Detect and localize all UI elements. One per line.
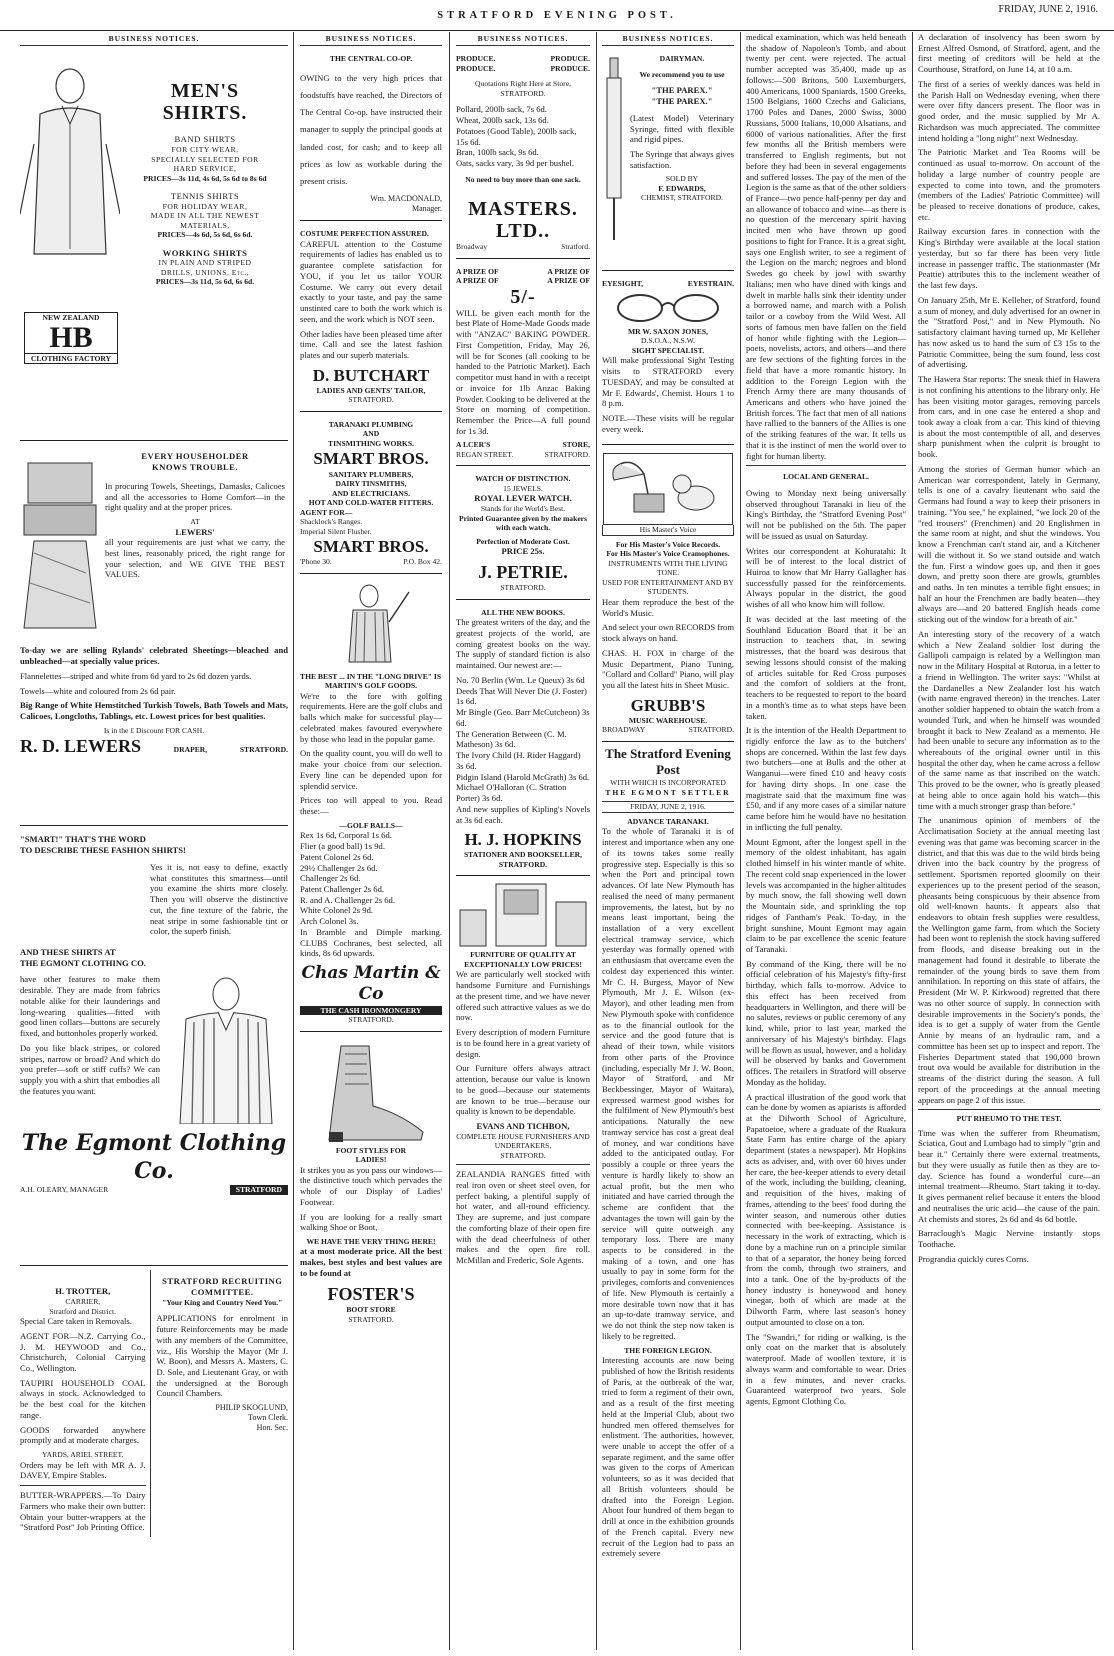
heading: WE HAVE THE VERY THING HERE! bbox=[306, 1236, 436, 1246]
heading: ROYAL LEVER WATCH. bbox=[474, 493, 572, 504]
tennis-shirts: TENNIS SHIRTS bbox=[170, 191, 240, 202]
section-header: BUSINESS NOTICES. bbox=[300, 34, 442, 46]
paragraph: It is the intention of the Health Department to rigidly enforce the law as to the butchers' shops are concerned. Within the last few days two butchers—one at Bulls and the other at Wanganui—were fined £10 and heavy costs for having dirty shops. In one case the magistrate said that the maximum fine was £50, and if any more cases of a similar nature came before him he would have no hesitation in inflicting the full penalty. bbox=[746, 725, 906, 832]
paragraph: The first of a series of weekly dances was held in the Parish Hall on Wednesday evening, when there were over fifty dancers present. The floor was in good order, and the music supplied by Mr A. Richardson was much appreciated. The committee intend holding a "long night" next Wednesday. bbox=[918, 78, 1100, 143]
text: FOR CITY WEAR, bbox=[171, 145, 239, 155]
heading: COSTUME PERFECTION ASSURED. bbox=[300, 229, 429, 239]
text: STRATFORD. bbox=[239, 745, 288, 755]
paragraph: WILL be given each month for the best Plate of Home-Made Goods made with "ANZAC" BAKING POWDER. First Competition, Friday, May 26, will be for Scones (all cooking to be handed to the Patriotic Market). Each competitor must hand in with a receipt or invoice for 1lb Anzac Baking Powder. Cooking to be delivered at the Store on morning of competition. Remember the Price—A full pound for 1s 3d. bbox=[456, 307, 590, 436]
list-item: 29½ Challenger 2s 6d. bbox=[300, 862, 378, 873]
saxon-jones-ad bbox=[602, 275, 734, 445]
text: USED FOR ENTERTAINMENT AND BY STUDENTS. bbox=[602, 577, 734, 597]
lewers-name: R. D. LEWERS bbox=[20, 736, 142, 757]
paragraph: Owing to Monday next being universally observed throughout Taranaki in lieu of the King's Birthday, the "Stratford Evening Post" will not be published on the 5th. The paper will be issued as usual on Saturday. bbox=[746, 487, 906, 541]
smart-bros-ad bbox=[300, 416, 442, 574]
text: STRATFORD. bbox=[348, 1015, 394, 1025]
working-prices: PRICES—3s 11d, 5s 6d, 6s 6d. bbox=[155, 277, 255, 287]
column-1 bbox=[16, 32, 292, 1650]
fosters-ad bbox=[300, 1036, 442, 1325]
bottom-ads bbox=[20, 1270, 288, 1537]
heading: EVERY HOUSEHOLDER bbox=[141, 451, 249, 462]
text: No need to buy more than one sack. bbox=[465, 174, 581, 184]
fosters-name: FOSTER'S bbox=[327, 1283, 415, 1304]
text: SIGHT SPECIALIST. bbox=[631, 345, 705, 355]
column-5 bbox=[742, 32, 910, 1650]
product-name: "THE PAREX." bbox=[651, 85, 713, 96]
text: AT bbox=[190, 517, 200, 527]
paragraph: Railway excursion fares in connection with the King's Birthday were available at the local station yesterday, but so far there has been very little increase in passenger traffic. The stationmaster (Mr Peattie) attributes this to the inclement weather of the last few days. bbox=[918, 226, 1100, 291]
text: STORE, bbox=[562, 440, 590, 450]
heading: TO DESCRIBE THESE FASHION SHIRTS! bbox=[20, 845, 186, 856]
text: Is in the £ Discount FOR CASH. bbox=[103, 725, 205, 735]
text: MATERIALS, bbox=[180, 220, 230, 230]
paragraph: all your requirements are just what we carry, the best lines, reasonably priced, the right range for your selection, and WE GIVE THE BEST VALUES. bbox=[105, 537, 285, 580]
text: SOLD BY bbox=[665, 174, 699, 184]
text: DRILLS, UNIONS, Etc., bbox=[160, 267, 250, 277]
text: REGAN STREET. bbox=[456, 449, 514, 459]
heading: FOOT STYLES FOR bbox=[335, 1145, 407, 1155]
paragraph: Mount Egmont, after the longest spell in the memory of the oldest inhabitant, has again clothed himself in his winter mantle of white. The recent cold snap experienced in the lower levels was accompanied in the higher altitudes by much snow, the fall showing well down the Mountain side, and sprinkling the top ridges of Fantham's Peak. To-day, in the bright sunshine, Mount Egmont may again claim to be par excellence the scenic feature of Taranaki. bbox=[746, 836, 906, 954]
paragraph: The unanimous opinion of members of the Acclimatisation Society at the annual meeting last evening was that game was becoming scarcer in the district, and that this was due to the wild birds being driven into the back country by the progress of settlement. Sportsmen reported gloomily on their experiences up to the present period of the season, pheasants being conspicuous by their absence from old well-known haunts. It appears also that endeavors to obtain fresh supplies were resultless, the Wellington game farm, from which the Society had been wont to replenish the stock having suffered from floods, and disease breaking out in the management had found it desirable to liberate the remainder of the young birds to save them from annihilation. In reporting on this state of affairs, the President (Mr W. P. Kirkwood) regretted that there was no other source of supply. In connection with desirable improvements in the Society's ponds, the idea is to get a supply of water from the Gentle Annie by means of an hydraulic ram, and a committee has been set up to inspect and report. The Fisheries Department stated that 190,000 brown trout ova would be available for distribution in the streams of the district during the season. A full report of the proceedings at the annual meeting appears on page 2 of this issue. bbox=[918, 815, 1100, 1105]
text: FOR HOLIDAY WEAR, bbox=[162, 201, 248, 211]
text: D.S.O.A., N.S.W. bbox=[641, 336, 695, 346]
list-item: Pidgin Island (Harold McGrath) 3s 6d. bbox=[456, 771, 590, 782]
parex-ad bbox=[602, 50, 734, 271]
man-in-shirt-illustration bbox=[20, 64, 120, 264]
paragraph: TAUPIRI HOUSEHOLD COAL always in stock. Acknowledged to be the best coal for the kitchen range. bbox=[20, 1377, 146, 1420]
text: CARRIER, bbox=[65, 1297, 101, 1307]
text: STATIONER AND BOOKSELLER, bbox=[463, 850, 583, 860]
text: A PRIZE OF bbox=[547, 276, 590, 286]
text: BOOT STORE bbox=[346, 1305, 396, 1315]
column-2 bbox=[296, 32, 446, 1650]
egmont-clothing-ad bbox=[20, 830, 288, 1266]
heading: For His Master's Voice Cramophones. bbox=[606, 549, 730, 559]
heading: For His Master's Voice Records. bbox=[615, 539, 721, 549]
column-4 bbox=[598, 32, 738, 1650]
list-item: Arch Colonel 3s. bbox=[300, 916, 359, 927]
text: Stratford. bbox=[561, 242, 590, 252]
list-item: Potatoes (Good Table), 200lb sack, 15s 6d. bbox=[456, 125, 577, 147]
paragraph: Hear them reproduce the best of the World's Music. bbox=[602, 596, 734, 618]
section-header: BUSINESS NOTICES. bbox=[456, 34, 590, 46]
tennis-prices: PRICES—4s 6d, 5s 6d, 6s 6d. bbox=[157, 230, 253, 240]
heading: THE BEST ... IN THE "LONG DRIVE" IS bbox=[300, 671, 442, 681]
price: PRICE 25s. bbox=[501, 546, 545, 557]
text: MADE IN ALL THE NEWEST bbox=[150, 211, 260, 221]
paragraph: Barraclough's Magic Nervine instantly stops Toothache. bbox=[918, 1228, 1100, 1250]
text: A LCER'S bbox=[456, 440, 491, 450]
his-masters-voice-ad bbox=[602, 449, 734, 741]
petrie-name: J. PETRIE. bbox=[478, 561, 568, 582]
text: Perfection of Moderate Cost. bbox=[476, 536, 570, 546]
paragraph: On January 25th, Mr E. Kelleher, of Stratford, found a sum of money, and duly advertised for an owner in the "Stratford Post," and in New Plymouth. No satisfactory claimant having turned up, Mr Kelleher has now asked us to hand the sum of £3 15s to the Patriotic Committee, being the sum found, less cost of advertising. bbox=[918, 294, 1100, 370]
text: YARDS, ARIEL STREET, bbox=[42, 1450, 124, 1460]
trotter-ad bbox=[20, 1270, 151, 1537]
text: HB bbox=[49, 320, 93, 354]
gramophone-dog-logo bbox=[603, 453, 733, 525]
newspaper-title: STRATFORD EVENING POST. bbox=[437, 10, 677, 21]
text: SANITARY PLUMBERS, bbox=[328, 469, 414, 479]
text: Imperial Silent Flusher. bbox=[300, 526, 372, 536]
paragraph: We're to the fore with golfing requirements. Here are the golf clubs and balls which make for successful play—celebrated makes favoured everywhere by those who lead in the popular game. bbox=[300, 690, 442, 744]
text: COMPLETE HOUSE FURNISHERS AND UNDERTAKERS, bbox=[456, 1131, 590, 1151]
column-6 bbox=[914, 32, 1104, 1650]
text: STRATFORD. bbox=[500, 1150, 546, 1160]
band-prices: PRICES—3s 11d, 4s 6d, 5s 6d to 8s 6d bbox=[143, 173, 267, 183]
prize-amount: 5/- bbox=[510, 285, 536, 308]
text: Stratford and District. bbox=[49, 1306, 116, 1316]
text: CHEMIST, STRATFORD. bbox=[641, 193, 723, 203]
signature: Wm. MACDONALD, bbox=[370, 194, 442, 204]
list-item: No. 70 Berlin (Wm. Le Queux) 3s 6d bbox=[456, 674, 585, 685]
paragraph: AGENT FOR—N.Z. Carrying Co., J. M. HEYWOOD and Co., Christchurch, Colonial Carrying Co., Wellington. bbox=[20, 1330, 146, 1374]
text: DRAPER, bbox=[173, 745, 208, 755]
list-item: Pollard, 200lb sack, 7s 6d. bbox=[456, 104, 547, 115]
working-shirts: WORKING SHIRTS bbox=[162, 247, 248, 258]
text: BROADWAY bbox=[602, 725, 646, 735]
striped-shirt-illustration bbox=[166, 974, 286, 1124]
heading: DAIRYMAN. bbox=[659, 54, 705, 64]
text: INSTRUMENTS WITH THE LIVING TONE. bbox=[608, 558, 728, 578]
paragraph: The Hawera Star reports: The sneak thief in Hawera is not confining his attentions to the library only. He has been visiting motor garages, removing parcels from cars, and in one case he entered a shop and took away a cloak from a car. This kind of thieving is about the most contemptible of all, and deserves sharp punishment when the culprit is brought to book. bbox=[918, 374, 1100, 460]
butchart-name: D. BUTCHART bbox=[312, 365, 430, 385]
text: AND ELECTRICIANS. bbox=[331, 488, 411, 498]
paragraph: On the quality count, you will do well to make your choice from our selection. Every line can be depended upon for splendid service. bbox=[300, 748, 442, 791]
grubb-name: GRUBB'S bbox=[630, 695, 706, 715]
text: IN PLAIN AND STRIPED bbox=[158, 258, 252, 268]
text: SPECIALLY SELECTED FOR bbox=[151, 154, 259, 164]
section-header: BUSINESS NOTICES. bbox=[602, 34, 734, 46]
list-item: Challenger 2s 6d. bbox=[300, 873, 361, 884]
lewers-ad bbox=[20, 445, 288, 826]
paragraph: Big Range of White Hemstitched Turkish Towels, Bath Towels and Mats, Calicoes, Longcloths, Tablings, etc. Lowest prices for best qualities. bbox=[20, 700, 288, 722]
paragraph: Towels—white and coloured from 2s 6d pair. bbox=[20, 685, 176, 696]
text: FRIDAY, JUNE 2, 1916. bbox=[602, 801, 734, 812]
paragraph: at a most moderate price. All the best makes, best styles and best values are to be found at bbox=[300, 1246, 442, 1278]
paragraph: A declaration of insolvency has been sworn by Ernest Alfred Osmond, of Stratford, agent, and the first meeting of creditors will be held at the Courthouse, Stratford, on June 14, at 10 a.m. bbox=[918, 32, 1100, 75]
paragraph: GOODS forwarded anywhere promptly and at moderate charges. bbox=[20, 1424, 146, 1446]
heading: FURNITURE OF QUALITY AT EXCEPTIONALLY LOW PRICES! bbox=[464, 950, 582, 969]
heading: AND THESE SHIRTS AT bbox=[20, 946, 116, 957]
martin-golf-ad bbox=[300, 578, 442, 1032]
paragraph: Our Furniture offers always attract attention, because our value is known to be good—because our statements are known to be true—because our quality is known to be dependable. bbox=[456, 1063, 590, 1117]
text: 'Phone 30. bbox=[300, 557, 332, 567]
paragraph: Interesting accounts are now being published of how the British residents of Paris, at the outbreak of the war, tried to form a regiment of their own, and as a result of the first meeting held at the Imperial Club, about two hundred men offered themselves for enlistment. The authorities, however, were unable to accept the offer of a separate regiment, and the same offer was given to the corps of American volunteers, so as it was decided that all British volunteers should be drafted into the Foreign Legion. About four hundred of them began to drill at once in the exhibition grounds of the French capital. Every new recruit of the Legion had to pass an extremely severe bbox=[602, 1355, 734, 1559]
paragraph: And new supplies of Kipling's Novels at 3s 6d each. bbox=[456, 803, 590, 825]
editorial-masthead: The Stratford Evening Post bbox=[605, 745, 731, 778]
furniture-illustration bbox=[456, 880, 590, 950]
text: Town Clerk. bbox=[248, 1413, 288, 1423]
heading: THE FOREIGN LEGION. bbox=[624, 1345, 712, 1355]
text: WITH WHICH IS INCORPORATED bbox=[610, 778, 726, 788]
shirts-title: SHIRTS. bbox=[162, 102, 248, 125]
paragraph: Special Care taken in Removals. bbox=[20, 1316, 132, 1327]
paragraph: By command of the King, there will be no official celebration of his Majesty's fifty-first birthday, which falls to-morrow. Advice to this effect has been received from headquarters in Wellington, and there will be no salutes, reviews or public ceremony of any kind, while, prior to last year, marked the anniversary of his Majesty's birthday. Flags will be flown as usual, however, and a holiday will be observed by banks and Government offices. The retailers in Stratford will observe Monday as the holiday. bbox=[746, 958, 906, 1087]
text: STRATFORD bbox=[230, 1185, 288, 1194]
paragraph: In Bramble and Dimple marking. CLUBS Cochranes, best selected, all kinds, 8s 6d upwards. bbox=[300, 926, 442, 959]
text: MUSIC WAREHOUSE. bbox=[628, 715, 708, 725]
evans-tichbon-ad bbox=[456, 880, 590, 1265]
list-item: Patent Challenger 2s 6d. bbox=[300, 883, 385, 894]
list-item: The Ivory Child (H. Rider Haggard) 3s 6d. bbox=[456, 750, 581, 771]
heading: MARTIN'S GOLF GOODS. bbox=[324, 681, 418, 691]
heading: ALL THE NEW BOOKS. bbox=[481, 607, 565, 617]
text: EYESIGHT, bbox=[602, 279, 644, 289]
golfer-illustration bbox=[331, 582, 411, 672]
text: AND bbox=[362, 429, 380, 439]
text: HARD SERVICE, bbox=[173, 164, 237, 174]
paragraph: And select your own RECORDS from stock always on hand. bbox=[602, 622, 734, 644]
paragraph: A practical illustration of the good work that can be done by women as apiarists is afforded at the Dilworth School of Agriculture, Papatoetoe, where a graduate of the Ruakura State Farm has entire charge of the apiary department (states a newspaper). Mr Hopkins acts as adviser, and, with over 60 hives under her care, the bee-keeper attends to every detail of the work, including the building, cleaning, and requisition of the hives, making of frames, attending to the bees' food during the winter season, and numerous other duties connected with bee-keeping. Assistance is necessary in the work of extracting, which is done by a machine run on a principle similar to that of a separator, the honey being forced from the comb, through two strainers, and into a tank. One of the by-products of the honey industry is honeywood and honey vinegar, both of which are made at the Dilworth Farm, where last season's honey output amounted to close on a ton. bbox=[746, 1091, 906, 1327]
text: AGENT FOR— bbox=[300, 507, 353, 517]
smart-bros-name: SMART BROS. bbox=[313, 537, 429, 557]
paragraph: CAREFUL attention to the Costume requirements of ladies has enabled us to guarantee complete satisfaction for YOU, if you let us tailor YOUR Costume. We carry out every detail exactly to your taste, and pay the same unstinted care to both the work which is seen, and the work which is NOT seen. bbox=[300, 238, 442, 324]
text: MR W. SAXON JONES, bbox=[628, 326, 708, 336]
paragraph: Will make professional Sight Testing visits to STRATFORD every TUESDAY, and may be consulted at Mr F. Edwards', Chemist. Hours 1 to 8 p.m. bbox=[602, 355, 734, 409]
paragraph: The greatest writers of the day, and the greatest projects of the world, are coming greatest books on the way. The supply of standard fiction is also maintained. Our newest are:— bbox=[456, 617, 590, 671]
heading: THE EGMONT CLOTHING CO. bbox=[20, 957, 146, 968]
text: TINSMITHING WORKS. bbox=[328, 438, 414, 448]
paragraph: Orders may be left with MR A. J. DAVEY, Empire Stables. bbox=[20, 1459, 146, 1481]
list-item: The Generation Between (C. M. Matheson) 3s 6d. bbox=[456, 728, 567, 750]
paragraph: Other ladies have been pleased time after time. Call and see the latest fashion plates and our superb materials. bbox=[300, 328, 442, 360]
petrie-watch-ad bbox=[456, 470, 590, 599]
paragraph: NOTE.—These visits will be regular every week. bbox=[602, 412, 734, 434]
text: Stands for the World's Best. bbox=[480, 504, 566, 514]
list-item: Bran, 100lb sack, 9s 6d. bbox=[456, 147, 539, 158]
paragraph: CHAS. H. FOX in charge of the Music Department, Piano Tuning, "Collard and Collard" Piano, will play you all the latest hits in Sheet Music. bbox=[602, 647, 734, 690]
signature: PHILIP SKOGLUND, bbox=[215, 1403, 288, 1413]
text: 15 JEWELS. bbox=[503, 483, 543, 493]
heading: KNOWS TROUBLE. bbox=[151, 462, 239, 473]
paragraph: medical examination, which was held beneath the shadow of Napoleon's Tomb, and about twenty per cent. were rejected. The actual number accepted was 35,400, made up as follows:—500 Britons, 500 Luxemburgers, 400 Americans, 1000 Spaniards, 1500 Greeks, 1500 Belgians, 1600 Czechs and Galicians, 1700 Poles and Danes, 2000 Swiss, 3000 Russians, 5000 Italians, 10,000 Alsatians, and 6000 of various nationalities. After the first few months all the British members were transferred to English regiments, but not before they had been in several engagements and suffered losses. The pay of the men of the Legion is the same as that of the other soldiers of France—two pence half-penny per day and an allowance of tobacco and wine—as there is no question of the mercenary spirit having incited men who have thrown up good positions to fight for France. It is a great sight, says one English writer, to see a regiment of the Legion on the march; negroes and blond Swedes go cheek by jowl with swarthy Italians; men who have dined with kings and dwelt in marble halls sink their identity under a borrowed name, and march with a Polish tailor or a cowboy from the Wild West. All sorts of famous men have fallen on the field of honor while fighting with the Legion—poets, novelists, actors, and others—and there are few sections of the fighting forces in the field that have a more romantic history. In addition to the Foreign Legion with the French Army there are many thousands of Americans and others who have joined the British forces. The fact that men of all nations have rallied to the banners of the Allies is one of the striking features of the war. It tells us that it is the instinct of men the world over to fight for human liberty. bbox=[746, 32, 906, 461]
text: Broadway bbox=[456, 242, 488, 252]
section-header: BUSINESS NOTICES. bbox=[20, 34, 288, 46]
issue-date: FRIDAY, JUNE 2, 1916. bbox=[998, 4, 1098, 15]
masters-name: MASTERS. bbox=[468, 198, 578, 221]
list-item: Mr Bingle (Geo. Barr McCutcheon) 3s 6d. bbox=[456, 707, 590, 728]
paragraph: An interesting story of the recovery of a watch which a New Zealand soldier lost during the Gallipoli campaign is related by a Wellington man now in the Military Hospital at Rotorua, in a letter to a friend in Wellington. The writer says: "Whilst at the Dardanelles a New Zealander lost his watch (with name engraved thereon) in the trenches. Later another soldier happened to obtain the watch from a wounded Turk, and when he himself was wounded brought it back to New Zealand as a memento. He had been unable to secure any information as to the whereabouts of the original owner until in this hospital the other day, when he came across a fellow of the same name as that inscribed on the watch. This proved to be the owner, who is greatly pleased at being able to once again hold his watch—this time with a much stronger grasp than before." bbox=[918, 628, 1100, 811]
paragraph: The Syringe that always gives satisfaction. bbox=[630, 149, 734, 170]
heading: ADVANCE TARANAKI. bbox=[627, 816, 709, 826]
mens-title: MEN'S bbox=[170, 80, 240, 103]
paragraph: Do you like black stripes, or colored stripes, narrow or broad? And which do you prefer—soft or stiff cuffs? We can supply you with a shirt that embodies all the features you want. bbox=[20, 1042, 160, 1096]
band-shirts: BAND SHIRTS bbox=[174, 134, 236, 145]
text: STRATFORD. bbox=[348, 395, 394, 405]
towels-illustration bbox=[20, 453, 100, 633]
evans-tichbon-name: EVANS AND TICHBON, bbox=[476, 1120, 570, 1131]
paragraph: To the whole of Taranaki it is of interest and importance when any one of its towns takes some really progressive step. Especially is this so when the Port and principal town advances. Of late New Plymouth has realised the need of many permanent improvements, the latest, but by no means least important, being the installation of a very excellent electrical tramway service, which yesterday was formally opened with an enthusiasm that overcame even the coldest day experienced this winter. Mr C. H. Burgess, Mayor of New Plymouth, Mr J. E. Wilson (ex-Mayor), and other leading men from New Plymouth spoke with confidence as to the financial outlook for the service and the good future that is ahead of their town, while visitors from other parts of the Province (including, especially Mr J. W. Boon, Mayor of Stratford, and Mr Beckbessinger, Mayor of Waitara), expressed warmest good wishes for the fulfilment of New Plymouth's best anticipations. Naturally the new tramway service has cost a great deal of money, and war conditions have added to the anticipated outlay. For possibly a couple or three years the venture is hardly likely to show an actual profit, but the men who initiated and have carried through the scheme are confident that the advantages the town will gain by the service will quite outweigh any temporary loss. There are many aspects to be considered in the making of a town, and one has usually to pay in some form for the privileges, comforts and conveniences of life. New Plymouth is certainly a more desirable town now that it has an up-to-date tramway service, and we do not think the step now taken is likely to be regretted. bbox=[602, 826, 734, 1341]
heading: LADIES! bbox=[355, 1155, 387, 1165]
text: Hon. Sec. bbox=[256, 1423, 288, 1433]
heading: WATCH OF DISTINCTION. bbox=[475, 474, 571, 484]
text: F. EDWARDS, bbox=[658, 183, 706, 193]
paragraph: BUTTER-WRAPPERS.—To Dairy Farmers who make their own butter: Obtain your butter-wrappers at the "Stratford Post" Job Printing Office. bbox=[20, 1490, 146, 1533]
list-item: Wheat, 200lb sack, 13s 6d. bbox=[456, 115, 549, 126]
paragraph: Prograndia quickly cures Corns. bbox=[918, 1253, 1029, 1264]
paragraph: APPLICATIONS for enrolment in future Reinforcements may be made with any members of the Committee, viz., His Worship the Mayor (Mr J. W. Boon), and Messrs A. Masters, C. D. Sole, and Lieutenant Gray, or with the undersigned at the Borough Council Chambers. bbox=[156, 1313, 288, 1399]
logo-caption: His Master's Voice bbox=[602, 525, 734, 535]
paragraph: Flannelettes—striped and white from 6d yard to 2s 6d dozen yards. bbox=[20, 670, 252, 681]
list-item: Rex 1s 6d, Corporal 1s 6d. bbox=[300, 830, 392, 841]
heading: "SMART!" THAT'S THE WORD bbox=[20, 834, 146, 845]
spectacles-icon bbox=[608, 291, 728, 325]
paragraph: It was decided at the last meeting of the Southland Education Board that it be an instruction to teachers that, in sewing mistresses, that the board was desirous that sewing lessons should consist of the making of articles suitable for Red Cross purposes and the comfort of soldiers at the front, teachers to be requested to report to the board in a month's time as to what steps have been taken. bbox=[746, 613, 906, 721]
list-item: Michael O'Halloran (C. Stratton Porter) 3s 6d. bbox=[456, 782, 567, 804]
text: LEWERS' bbox=[175, 526, 215, 537]
text: Manager. bbox=[412, 204, 442, 214]
text: LADIES AND GENTS' TAILOR, bbox=[316, 385, 426, 395]
list-item: Oats, sacks vary, 3s 9d per bushel. bbox=[456, 157, 575, 168]
paragraph: OWING to the very high prices that foodstuffs have reached, the Directors of The Central Co-op. have instructed their manager to supply the principal goods at landed cost, for cash; and to keep all prices as low as workable during the present crisis. bbox=[300, 72, 442, 186]
heading: PUT RHEUMO TO THE TEST. bbox=[956, 1114, 1062, 1124]
text: P.O. Box 42. bbox=[403, 557, 442, 567]
paragraph: Among the stories of German humor which an American war correspondent, lately in Germany, tells is one of a cavalry lieutenant who said the Germans had found a way to keep their prisoners in training. "You see," he explained, "we lock 20 of the "red trousers" (Frenchmen) and 20 Englishmen in the same room at night, and shut the windows. You know a Frenchman can't stand air, and a Kitchener will die without it. So we stand outside and watch the fun. First a window goes up, and then it goes down, and pretty soon there are growls, grumbles and oaths. In ten minutes a terrible fight ensues; in half an hour the Frenchmen are badly beaten—they always are—and 20 battered English heads come sticking out of the window for a breath of air." bbox=[918, 463, 1100, 625]
text: PRODUCE. bbox=[456, 63, 496, 73]
list-item: Deeds That Will Never Die (J. Foster) 1s 6d. bbox=[456, 685, 587, 707]
text: —GOLF BALLS— bbox=[339, 820, 403, 830]
paragraph: Yes it is, not easy to define, exactly what constitutes this smartness—until you examine the shirts more closely. Then you will observe the distinctive cut, the fine texture of the fabric, the neat stripe in some fashionable tint or color, the superb finish. bbox=[150, 861, 288, 937]
text: DAIRY TINSMITHS, bbox=[335, 479, 407, 489]
ladies-shoe-illustration bbox=[311, 1036, 431, 1146]
column-3 bbox=[452, 32, 594, 1650]
text: Quotations Right Here at Store, STRATFORD. bbox=[475, 79, 571, 98]
smart-bros-name: SMART BROS. bbox=[313, 449, 429, 469]
text: STRATFORD. bbox=[500, 583, 546, 593]
paragraph: To-day we are selling Rylands' celebrated Sheetings—bleached and unbleached—at specially value prices. bbox=[20, 645, 288, 667]
masthead bbox=[0, 0, 1114, 31]
text: We recommend you to use bbox=[639, 69, 725, 79]
hopkins-name: H. J. HOPKINS bbox=[464, 830, 582, 850]
text: Printed Guarantee given by the makers with each watch. bbox=[458, 513, 588, 533]
list-item: Patent Colonel 2s 6d. bbox=[300, 851, 374, 862]
text: A PRIZE OF bbox=[547, 266, 590, 276]
martin-logo: Chas Martin & Co bbox=[301, 963, 441, 1005]
text: STRATFORD. bbox=[688, 725, 734, 735]
text: EYESTRAIN. bbox=[687, 279, 734, 289]
recruiting-ad bbox=[157, 1270, 288, 1537]
text: PRODUCE. bbox=[550, 54, 590, 64]
paragraph: Prices too will appeal to you. Read these:— bbox=[300, 795, 442, 817]
trotter-name: H. TROTTER, bbox=[55, 1286, 111, 1297]
text: STRATFORD. bbox=[498, 859, 548, 869]
paragraph: have other features to make them desirable. They are made from fabrics notable alike for their launderings and long-wearing qualities—fitted with good linen collars—buttons are securely fixed, and buttonholes properly worked. bbox=[20, 974, 160, 1039]
text: Shacklock's Ranges. bbox=[300, 517, 363, 527]
text: HOT AND COLD-WATER FITTERS. bbox=[308, 498, 434, 508]
hopkins-books-ad bbox=[456, 604, 590, 877]
paragraph: The "Swandri," for riding or walking, is the only coat on the market that is absolutely waterproof. Made of woollen texture, it is always warm and comfortable to wear. Dries in a few minutes, and never cracks. Guaranteed waterproof two years. Sole agents, Egmont Clothing Co. bbox=[746, 1331, 906, 1407]
paragraph: It strikes you as you pass our windows—the distinctive touch which pervades the whole of our Display of Ladies' Footwear. bbox=[300, 1164, 442, 1207]
paragraph: In procuring Towels, Sheetings, Damasks, Calicoes and all the accessories to Home Comfort—in the right quality and at the proper prices. bbox=[105, 480, 285, 513]
masters-produce-ad bbox=[456, 50, 590, 258]
text: LTD.. bbox=[495, 220, 551, 243]
list-item: White Colonel 2s 9d. bbox=[300, 905, 374, 916]
list-item: Flier (a good ball) 1s 9d. bbox=[300, 841, 385, 852]
heading: TARANAKI PLUMBING bbox=[328, 419, 414, 429]
heading: THE CENTRAL CO-OP. bbox=[329, 54, 413, 64]
syringe-illustration bbox=[602, 54, 626, 244]
text: THE CASH IRONMONGERY bbox=[300, 1006, 442, 1015]
butchart-ad bbox=[300, 225, 442, 412]
central-coop-ad bbox=[300, 50, 442, 221]
text: A.H. OLEARY, MANAGER bbox=[20, 1185, 109, 1195]
text: CLOTHING FACTORY bbox=[25, 353, 117, 363]
editorial bbox=[602, 746, 734, 1559]
text: STRATFORD. bbox=[544, 449, 590, 459]
text: NEW ZEALAND bbox=[42, 313, 100, 323]
text: STRATFORD. bbox=[348, 1314, 394, 1324]
paragraph: Writes our correspondent at Kohuratahi: It will be of interest to the local district of Huiroa to know that Mr Harry Gallagher has successfully passed for the reinforcements. Always popular in the district, the good wishes of all who know him will follow. bbox=[746, 545, 906, 610]
paragraph: Time was when the sufferer from Rheumatism, Sciatica, Gout and Lumbago had to simply "grin and bear it." Certainly there were external treatments, but they were usually as futile then as they are to-day. Science has found a wonderful cure—an internal treatment—Rheumo. Start taking it to-day. It gives permanent relief because it enters the blood and neutralises the uric acid—the cause of the pain. At chemists and stores, 2s 6d and 4s 6d bottle. bbox=[918, 1127, 1100, 1224]
paragraph: We are particularly well stocked with handsome Furniture and Furnishings at the present time, and we have never offered such attractive values as we do now. bbox=[456, 969, 590, 1023]
paragraph: If you are looking for a really smart walking Shoe or Boot, bbox=[300, 1211, 442, 1233]
list-item: R. and A. Challenger 2s 6d. bbox=[300, 894, 395, 905]
text: A PRIZE OF bbox=[456, 266, 499, 276]
paragraph: Every description of modern Furniture is to be found here in a great variety of design. bbox=[456, 1027, 590, 1059]
text: PRODUCE. bbox=[456, 54, 496, 64]
hb-logo bbox=[24, 312, 118, 364]
product-name: "THE PAREX." bbox=[651, 96, 713, 107]
paragraph: ZEALANDIA RANGES fitted with real iron oven or sheet steel oven, for perfect baking, a plentiful supply of hot water, and all-round efficiency. They are supreme, and just compare the comforting blaze of their open fire with the dead cheerfulness of other makes and the open fire roll. McMillan and Frederic, Sole Agents. bbox=[456, 1169, 590, 1266]
anzac-prize-ad bbox=[456, 263, 590, 467]
text: PRODUCE. bbox=[550, 63, 590, 73]
text: "Your King and Country Need You." bbox=[162, 1297, 283, 1307]
text: THE EGMONT SETTLER bbox=[605, 787, 731, 797]
golf-ball-list bbox=[300, 830, 442, 927]
paragraph: The Patriotic Market and Tea Rooms will be continued as usual to-morrow. On account of the holiday a large number of country people are expected to come into town, and the promoters (members of the Ladies' Patriotic Committee) will be pleased to receive donations of produce, cakes, etc. bbox=[918, 147, 1100, 222]
heading: LOCAL AND GENERAL. bbox=[783, 472, 869, 482]
heading: STRATFORD RECRUITING COMMITTEE. bbox=[162, 1276, 283, 1298]
mens-shirts-ad bbox=[20, 50, 288, 441]
paragraph: (Latest Model) Veterinary Syringe, fitted with flexible and rigid pipes. bbox=[630, 112, 734, 145]
egmont-logo: The Egmont Clothing Co. bbox=[21, 1130, 287, 1184]
text: A PRIZE OF bbox=[456, 276, 499, 286]
